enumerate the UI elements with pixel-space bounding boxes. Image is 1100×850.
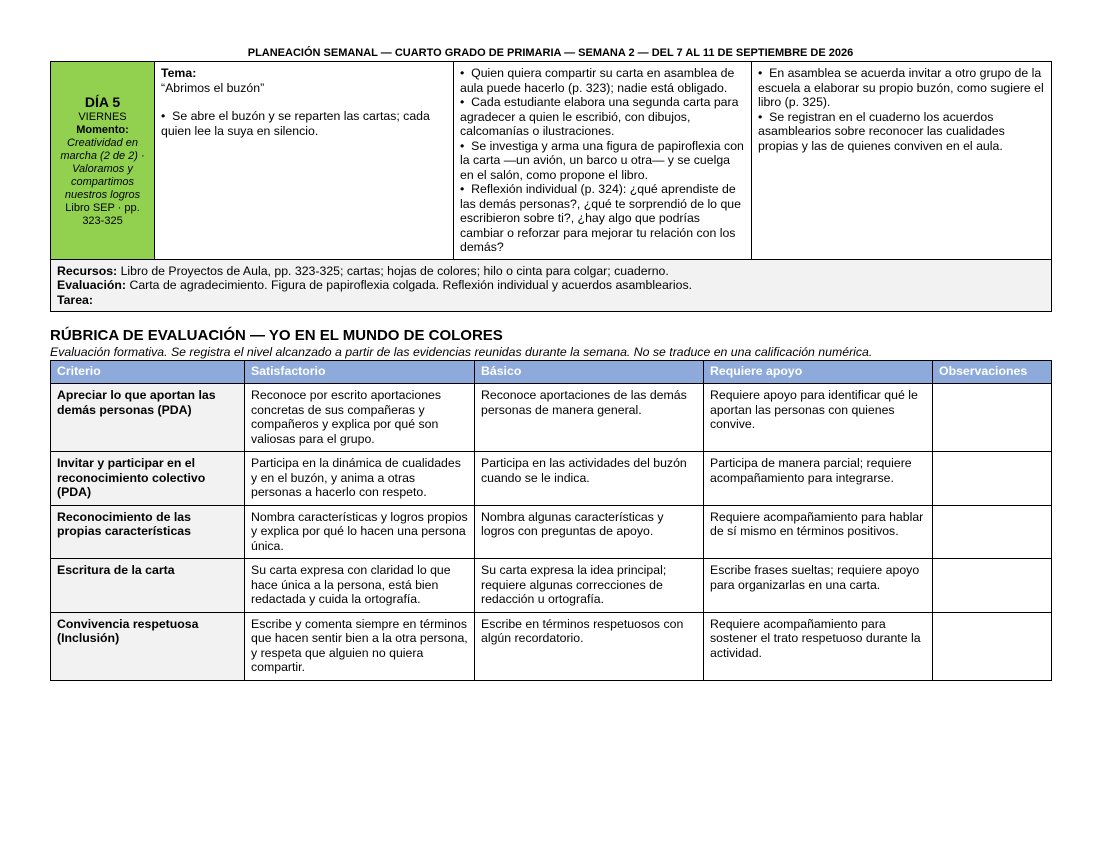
requiere-apoyo-cell: Escribe frases sueltas; requiere apoyo para organizarlas en una carta. [704,559,933,613]
evaluation-value: Carta de agradecimiento. Figura de papiroflexia colgada. Reflexión individual y acuerdos asamblearios. [129,278,693,292]
rubric-row [51,559,1052,613]
development-bullet: • Cada estudiante elabora una segunda carta para agradecer a quien le escribió, con dibujos, calcomanías o ilustraciones. [460,95,739,138]
development-bullet: • Se investiga y arma una figura de papiroflexia con la carta —un avión, un barco u otra— y se cuelga en el salón, como propone el libro. [460,138,744,182]
rubric-row [51,612,1052,680]
tema-title: “Abrimos el buzón” [161,80,265,95]
resources-label: Recursos: [57,263,118,278]
homework-line [57,293,1045,308]
header-satisfactorio: Satisfactorio [245,361,475,384]
day-weekday: VIERNES [78,110,127,123]
rubric-row [51,505,1052,559]
satisfactorio-cell: Nombra características y logros propios y explica por qué lo hacen una persona única. [245,505,475,559]
development-bullet: • Reflexión individual (p. 324): ¿qué aprendiste de las demás personas?, ¿qué te sorprendió de lo que escribieron sobre ti?, ¿hay algo que podrías cambiar o reforzar para mejorar tu relación con los demás? [460,182,741,254]
daily-plan-table [50,61,1052,312]
observaciones-cell [933,452,1052,506]
basico-cell: Reconoce aportaciones de las demás personas de manera general. [475,384,704,452]
requiere-apoyo-cell: Participa de manera parcial; requiere acompañamiento para integrarse. [704,452,933,506]
header-basico: Básico [475,361,704,384]
rubric-table [50,360,1052,681]
closure-cell [752,62,1052,260]
book-reference: Libro SEP · pp. 323-325 [65,201,140,227]
closure-bullet: • En asamblea se acuerda invitar a otro grupo de la escuela a elaborar su propio buzón, como sugiere el libro (p. 325). [758,66,1044,109]
observaciones-cell [933,505,1052,559]
document-title: PLANEACIÓN SEMANAL — CUARTO GRADO DE PRIMARIA — SEMANA 2 — DEL 7 AL 11 DE SEPTIEMBRE DE 2026 [247,47,854,59]
criterion-cell: Convivencia respetuosa (Inclusión) [51,612,245,680]
document-page [50,46,1051,681]
basico-cell: Nombra algunas características y logros con preguntas de apoyo. [475,505,704,559]
tema-cell [155,62,454,260]
basico-cell: Participa en las actividades del buzón cuando se le indica. [475,452,704,506]
criterion-cell: Reconocimiento de las propias características [51,505,245,559]
resources-value: Libro de Proyectos de Aula, pp. 323-325; cartas; hojas de colores; hilo o cinta para colgar; cuaderno. [120,263,669,278]
resources-row [51,259,1052,312]
requiere-apoyo-cell: Requiere acompañamiento para hablar de sí mismo en términos positivos. [704,505,933,559]
header-criterio: Criterio [51,361,245,384]
day-cell [51,62,155,260]
header-requiere-apoyo: Requiere apoyo [704,361,933,384]
rubric-row [51,384,1052,452]
evaluation-label: Evaluación: [57,278,127,292]
satisfactorio-cell: Escribe y comenta siempre en términos que hacen sentir bien a la otra persona, y respeta que alguien no quiera compartir. [245,612,475,680]
rubric-header-row [51,361,1052,384]
tema-label: Tema: [161,66,197,80]
day-label: DÍA 5 [84,93,121,110]
momento-value: Creatividad en marcha (2 de 2) · Valoramos y compartimos nuestros logros [60,136,145,201]
basico-cell: Su carta expresa la idea principal; requiere algunas correcciones de redacción u ortografía. [475,559,704,613]
header-observaciones: Observaciones [933,361,1052,384]
resources-cell [51,259,1052,312]
development-bullet: • Quien quiera compartir su carta en asamblea de aula puede hacerlo (p. 323); nadie está obligado. [460,66,735,95]
development-cell [454,62,752,260]
rubric-title: RÚBRICA DE EVALUACIÓN — YO EN EL MUNDO DE COLORES [50,327,503,344]
plan-row [51,62,1052,260]
requiere-apoyo-cell: Requiere acompañamiento para sostener el trato respetuoso durante la actividad. [704,612,933,680]
tema-bullet: • Se abre el buzón y se reparten las cartas; cada quien lee la suya en silencio. [161,109,430,138]
momento-label: Momento: [76,123,129,136]
rubric-row [51,452,1052,506]
criterion-cell: Escritura de la carta [51,559,245,613]
criterion-cell: Apreciar lo que aportan las demás personas (PDA) [51,384,245,452]
criterion-cell: Invitar y participar en el reconocimiento colectivo (PDA) [51,452,245,506]
observaciones-cell [933,384,1052,452]
observaciones-cell [933,559,1052,613]
satisfactorio-cell: Participa en la dinámica de cualidades y en el buzón, y anima a otras personas a hacerlo con respeto. [245,452,475,506]
satisfactorio-cell: Reconoce por escrito aportaciones concretas de sus compañeras y compañeros y explica por qué son valiosas para el grupo. [245,384,475,452]
basico-cell: Escribe en términos respetuosos con algún recordatorio. [475,612,704,680]
satisfactorio-cell: Su carta expresa con claridad lo que hace única a la persona, está bien redactada y cuida la ortografía. [245,559,475,613]
resources-line [57,264,1045,279]
rubric-subtitle: Evaluación formativa. Se registra el nivel alcanzado a partir de las evidencias reunidas durante la semana. No se traduce en una calificación numérica. [50,345,873,359]
homework-label: Tarea: [57,292,93,307]
requiere-apoyo-cell: Requiere apoyo para identificar qué le aportan las personas con quienes convive. [704,384,933,452]
observaciones-cell [933,612,1052,680]
closure-bullet: • Se registran en el cuaderno los acuerdos asamblearios sobre reconocer las cualidades propias y las de quienes conviven en el aula. [758,109,1005,153]
evaluation-line [57,278,1045,293]
